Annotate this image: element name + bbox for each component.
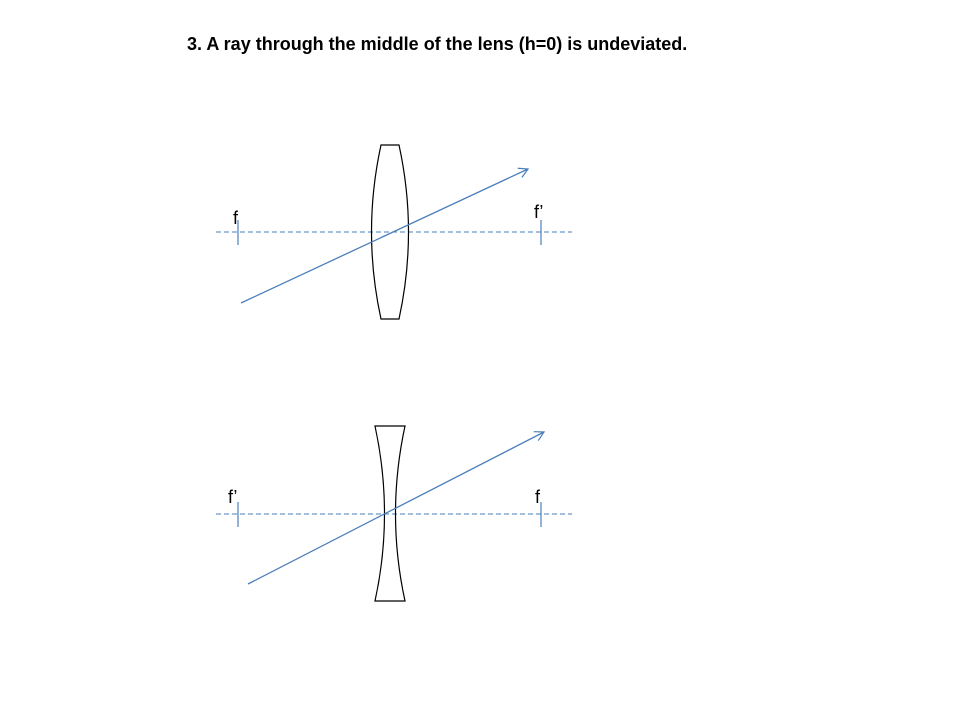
right-focal-label: f <box>535 487 541 507</box>
left-focal-label: f <box>233 208 239 228</box>
convex-lens-diagram <box>216 145 572 319</box>
left-focal-label: f’ <box>228 487 238 507</box>
light-ray <box>241 169 528 303</box>
light-ray <box>248 432 544 584</box>
slide-title: 3. A ray through the middle of the lens (h=0) is undeviated. <box>187 34 688 54</box>
concave-lens-diagram <box>216 426 572 601</box>
right-focal-label: f’ <box>534 202 544 222</box>
